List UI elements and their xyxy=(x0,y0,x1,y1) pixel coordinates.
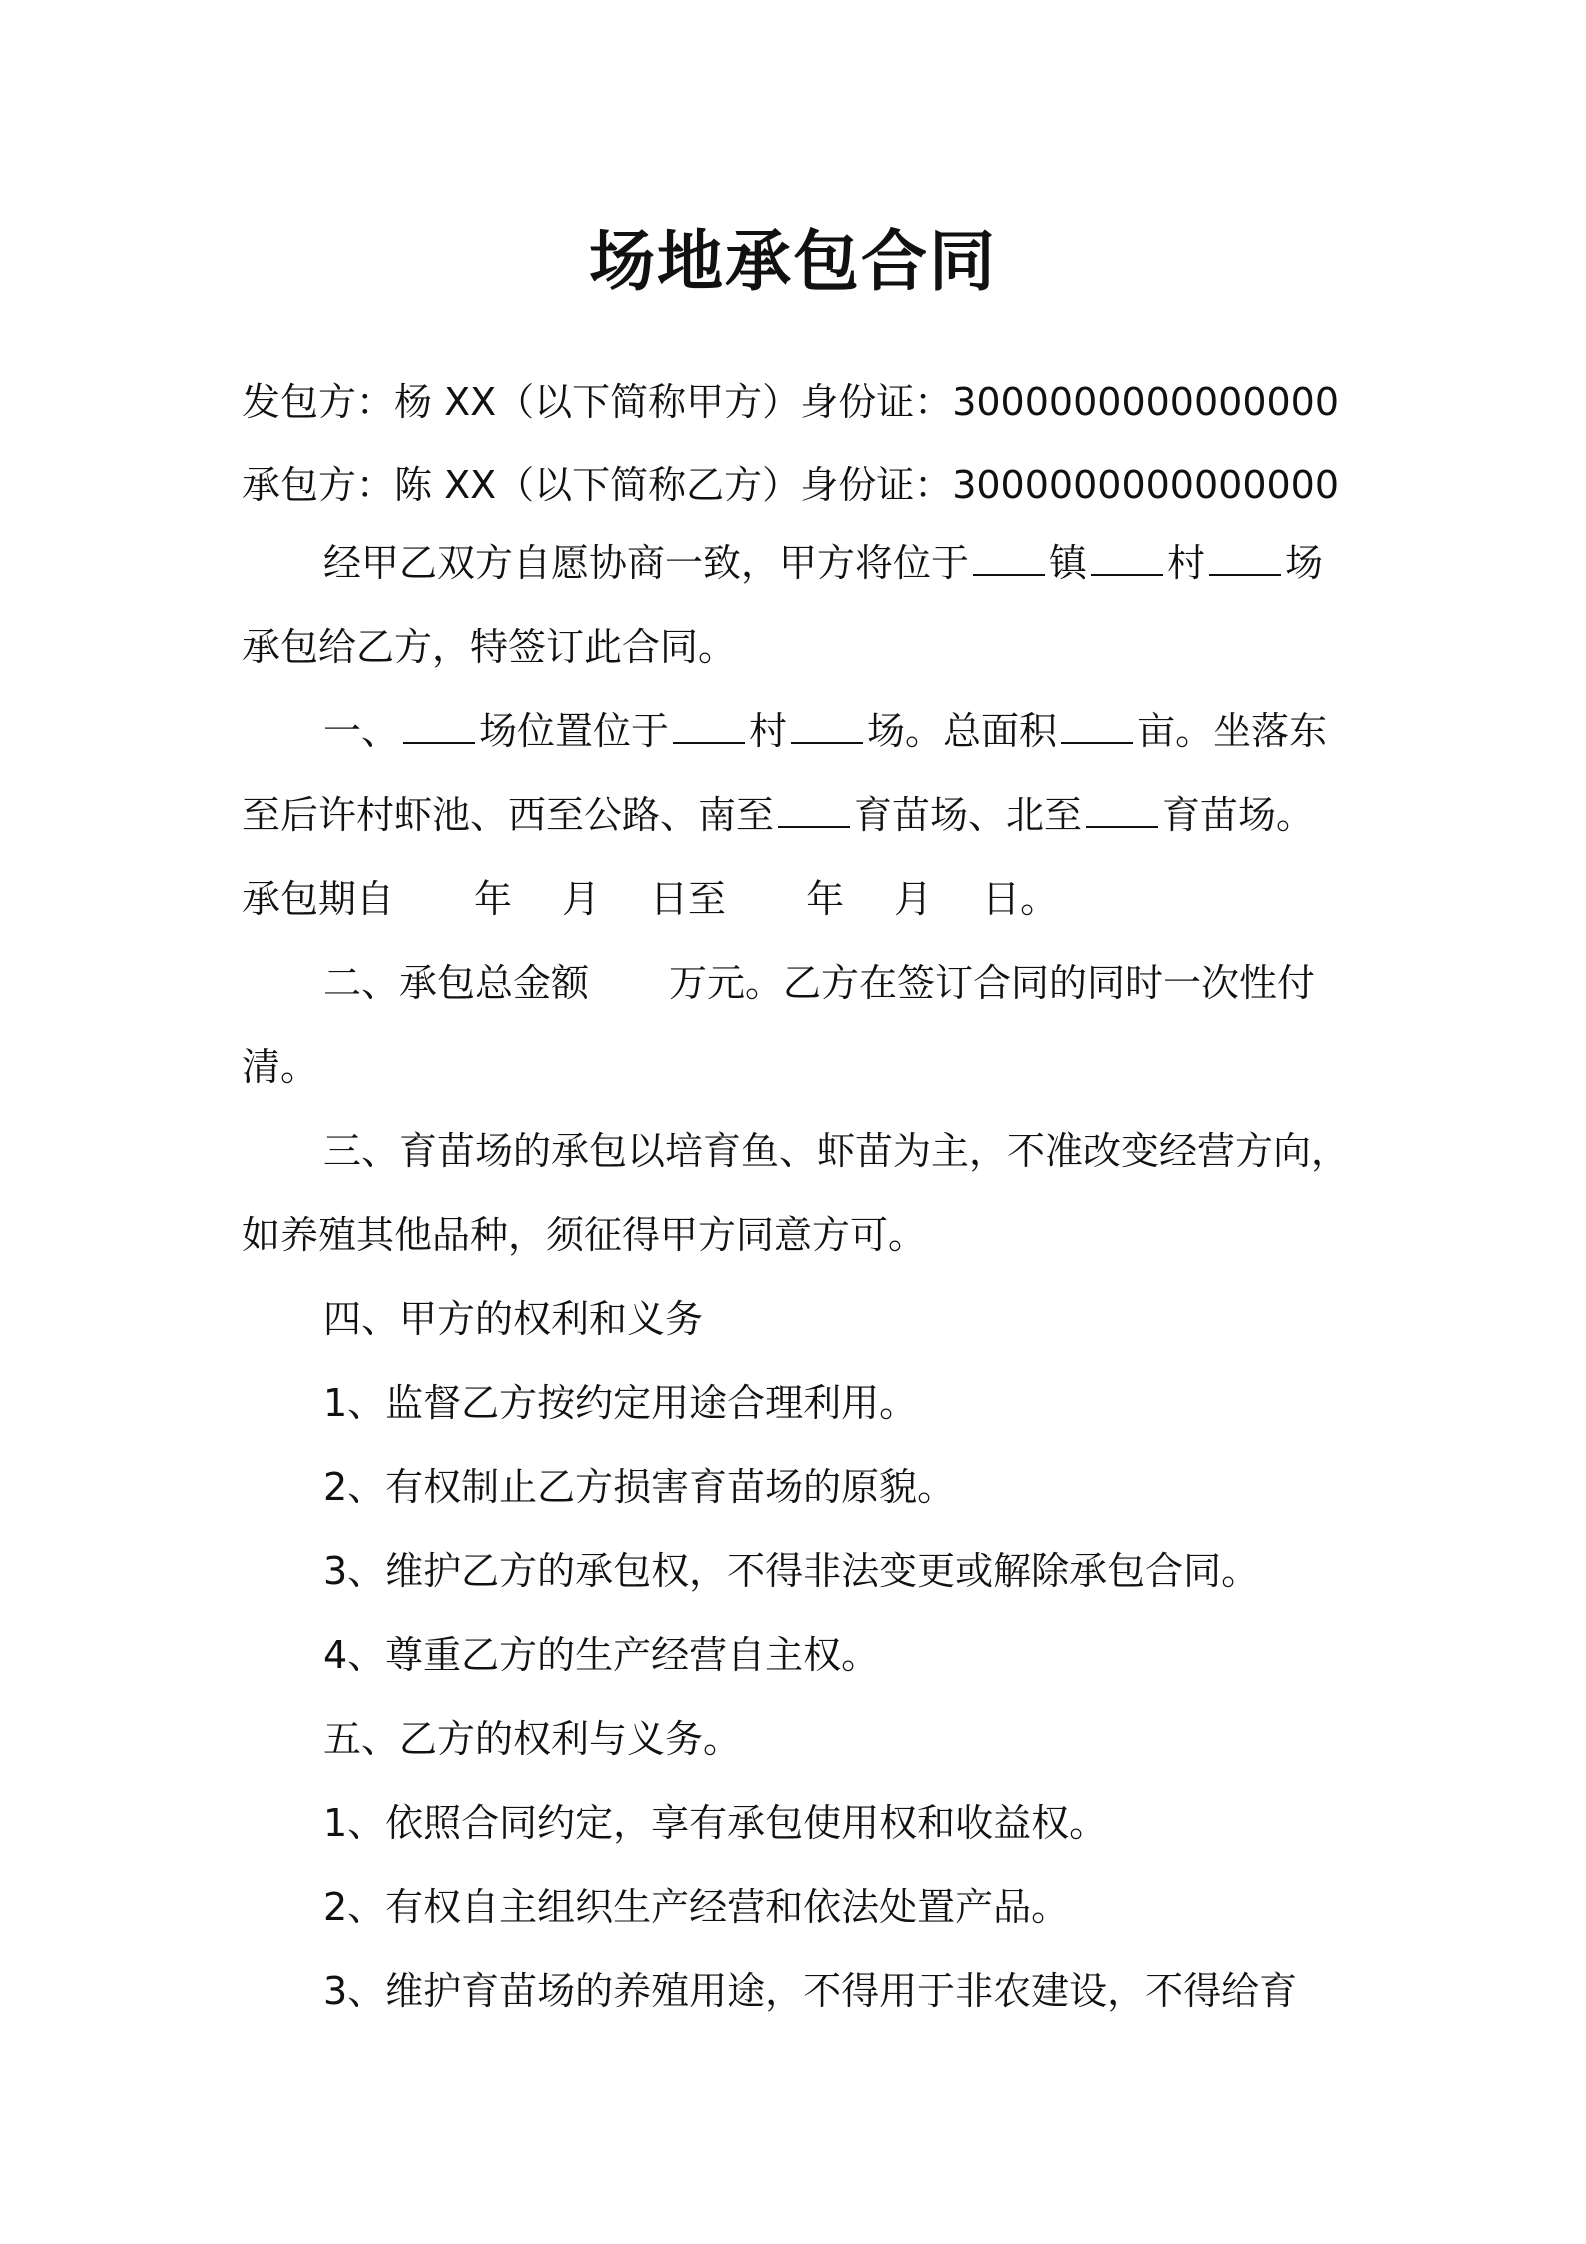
party-a-id-label: 身份证： xyxy=(800,380,953,424)
clause1-number: 一、 xyxy=(323,709,400,753)
party-a-alias: （以下简称甲方） xyxy=(496,380,801,424)
blank-north xyxy=(1086,790,1158,828)
party-a-name: 杨 XX xyxy=(394,380,497,424)
clause1-line-2 xyxy=(242,790,1314,840)
blank-village xyxy=(1091,538,1163,576)
clause5-heading: 五、乙方的权利与义务。 xyxy=(323,1717,742,1761)
blank-site-name xyxy=(403,706,475,744)
clause1-text: 场位置位于 xyxy=(479,709,670,753)
party-a-id-number: 3000000000000000 xyxy=(952,380,1340,424)
intro-text-2: 承包给乙方，特签订此合同。 xyxy=(242,625,737,669)
clause1-nursery-label: 育苗场。 xyxy=(1162,793,1315,837)
party-b-alias: （以下简称乙方） xyxy=(496,463,801,507)
clause3-line-1 xyxy=(323,1126,1349,1176)
party-a-line xyxy=(242,377,1339,427)
clause4-heading: 四、甲方的权利和义务 xyxy=(323,1297,704,1341)
term-start-year: 年 xyxy=(474,877,513,921)
blank-south xyxy=(778,790,850,828)
intro-village-label: 村 xyxy=(1167,541,1206,585)
clause1-boundary-text: 至后许村虾池、西至公路、南至 xyxy=(242,793,775,837)
term-end-day: 日。 xyxy=(982,877,1059,921)
clause4-item: 1、监督乙方按约定用途合理利用。 xyxy=(323,1381,918,1425)
intro-text: 经甲乙双方自愿协商一致，甲方将位于 xyxy=(323,541,970,585)
clause5-item: 3、维护育苗场的养殖用途，不得用于非农建设，不得给育 xyxy=(323,1969,1298,2013)
intro-site-label: 场 xyxy=(1285,541,1324,585)
party-a-label: 发包方： xyxy=(242,380,395,424)
clause1-village-label: 村 xyxy=(749,709,788,753)
intro-town-label: 镇 xyxy=(1049,541,1088,585)
party-b-id-label: 身份证： xyxy=(800,463,953,507)
clause2-text-2: 万元。乙方在签订合同的同时一次性付 xyxy=(669,961,1316,1005)
clause1-area-label: 场。总面积 xyxy=(867,709,1058,753)
party-b-label: 承包方： xyxy=(242,463,395,507)
party-b-id-number: 3000000000000000 xyxy=(952,463,1340,507)
clause2-line-2 xyxy=(242,1042,318,1092)
term-start-day: 日至 xyxy=(650,877,727,921)
term-start-month: 月 xyxy=(562,877,601,921)
party-b-name: 陈 XX xyxy=(394,463,497,507)
term-end-month: 月 xyxy=(894,877,933,921)
clause4-item: 4、尊重乙方的生产经营自主权。 xyxy=(323,1633,880,1677)
intro-line-1 xyxy=(323,538,1323,588)
document-title: 场地承包合同 xyxy=(589,223,997,300)
clause3-text: 三、育苗场的承包以培育鱼、虾苗为主，不准改变经营方向， xyxy=(323,1129,1350,1173)
blank-site xyxy=(791,706,863,744)
clause2-text: 二、承包总金额 xyxy=(323,961,590,1005)
party-b-line xyxy=(242,460,1339,510)
clause1-line-1 xyxy=(323,706,1327,756)
clause2-text-3: 清。 xyxy=(242,1045,319,1089)
clause4-item: 3、维护乙方的承包权，不得非法变更或解除承包合同。 xyxy=(323,1549,1260,1593)
blank-site xyxy=(1209,538,1281,576)
clause1-mu-label: 亩。坐落东 xyxy=(1137,709,1328,753)
clause3-line-2 xyxy=(242,1210,926,1260)
intro-line-2 xyxy=(242,622,736,672)
term-end-year: 年 xyxy=(806,877,845,921)
clause3-text-2: 如养殖其他品种，须征得甲方同意方可。 xyxy=(242,1213,927,1257)
clause5-item: 2、有权自主组织生产经营和依法处置产品。 xyxy=(323,1885,1070,1929)
blank-village xyxy=(673,706,745,744)
clause4-item: 2、有权制止乙方损害育苗场的原貌。 xyxy=(323,1465,956,1509)
blank-town xyxy=(973,538,1045,576)
clause2-line-1 xyxy=(323,958,1315,1008)
blank-area xyxy=(1061,706,1133,744)
term-label: 承包期自 xyxy=(242,877,395,921)
clause1-line-3 xyxy=(242,874,1058,924)
clause1-north-label: 育苗场、北至 xyxy=(854,793,1083,837)
clause5-item: 1、依照合同约定，享有承包使用权和收益权。 xyxy=(323,1801,1108,1845)
